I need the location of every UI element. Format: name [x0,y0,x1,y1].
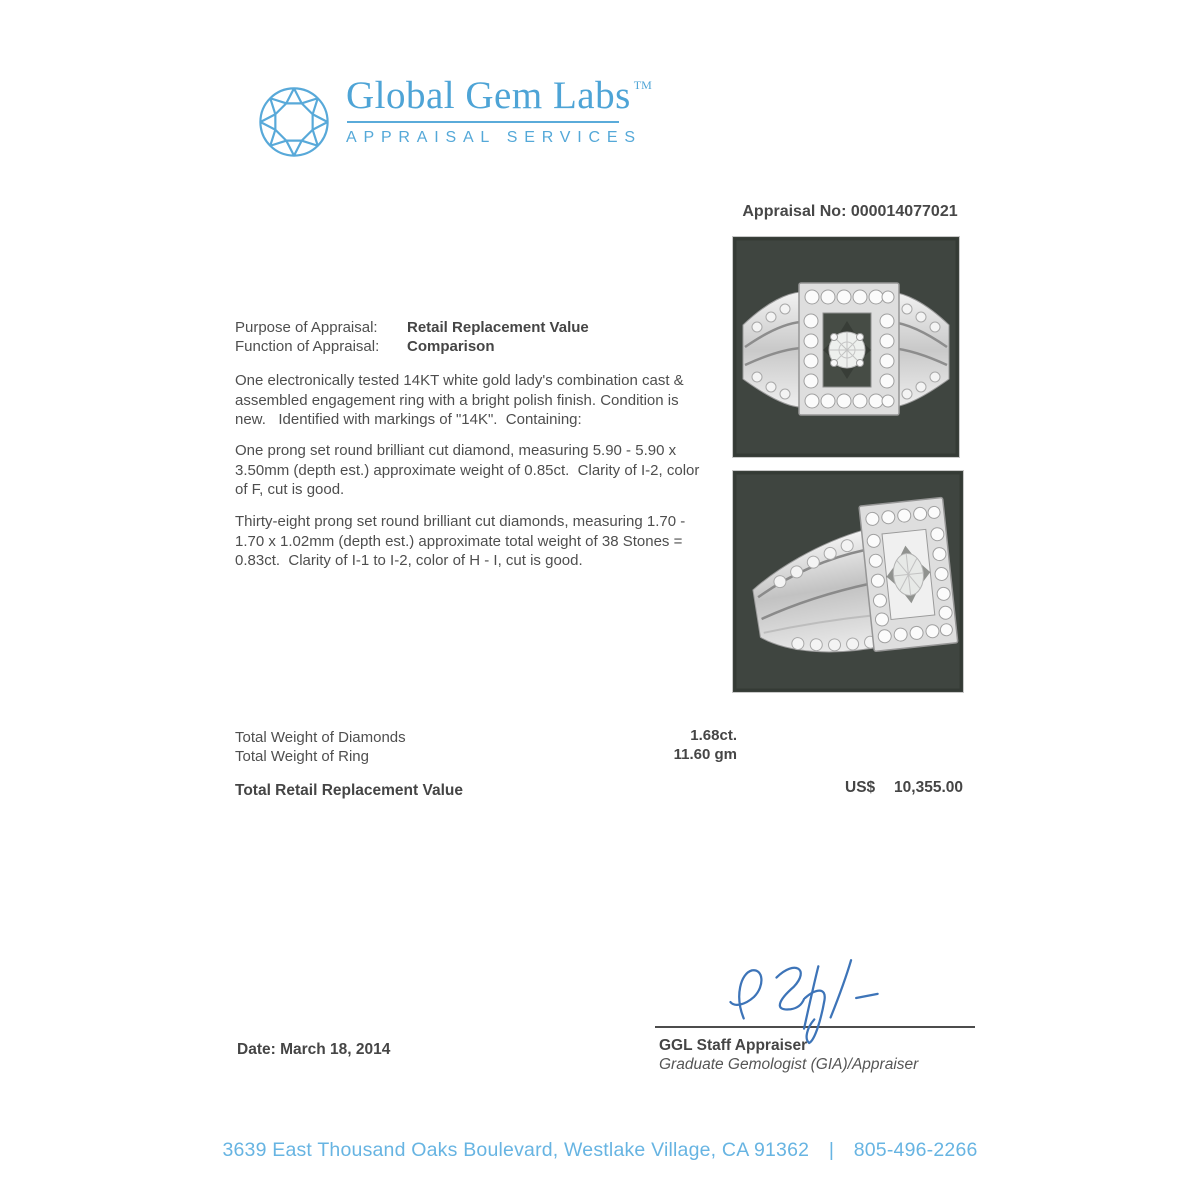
company-tagline: APPRAISAL SERVICES [346,129,642,146]
function-row [235,337,495,356]
center-stone-description: One prong set round brilliant cut diamond, measuring 5.90 - 5.90 x 3.50mm (depth est.) approximate weight of 0.85ct. Clarity of I-2, color of F, cut is good. [235,442,704,498]
company-logo [252,76,652,166]
trademark-symbol: TM [633,78,652,92]
currency-code: US$ [845,779,876,796]
amount: 10,355.00 [894,779,963,796]
company-name: Global Gem Labs [346,74,631,117]
footer-address: 3639 East Thousand Oaks Boulevard, Westlake Village, CA 91362 [222,1139,810,1161]
diamonds-weight-label: Total Weight of Diamonds [235,729,406,746]
purpose-row [235,318,589,337]
function-label: Function of Appraisal: [235,338,380,355]
footer-phone: 805-496-2266 [853,1139,978,1161]
purpose-label: Purpose of Appraisal: [235,319,378,336]
logo-text [346,76,652,147]
appraisal-date: Date: March 18, 2014 [237,1041,391,1058]
total-value-label: Total Retail Replacement Value [235,782,463,799]
signer-title: GGL Staff Appraiser [659,1037,808,1054]
ring-weight-value: 11.60 gm [673,746,737,763]
logo-divider [347,121,619,123]
diamonds-weight-value: 1.68ct. [690,727,737,744]
ring-side-view-photo [733,471,963,692]
side-stones-description: Thirty-eight prong set round brilliant cut diamonds, measuring 1.70 - 1.70 x 1.02mm (depth est.) approximate total weight of 38 Stones = 0.83ct. Clarity of I-1 to I-2, color of H - I, cut is good. [235,513,690,569]
function-value: Comparison [407,338,495,355]
ring-top-view-photo [733,237,959,457]
footer-contact [0,1139,1200,1162]
total-value-amount [845,779,963,797]
footer-separator: | [828,1139,835,1161]
diamond-top-view-icon [252,78,336,166]
item-description: One electronically tested 14KT white gold lady's combination cast & assembled engagement ring with a bright polish finish. Condition is new. Identified with markings of "14K". Containing: [235,372,688,428]
ring-weight-label: Total Weight of Ring [235,748,369,765]
appraiser-signature [712,953,892,1045]
signer-credentials: Graduate Gemologist (GIA)/Appraiser [659,1056,919,1073]
appraisal-number: Appraisal No: 000014077021 [742,203,958,220]
purpose-value: Retail Replacement Value [407,319,589,336]
